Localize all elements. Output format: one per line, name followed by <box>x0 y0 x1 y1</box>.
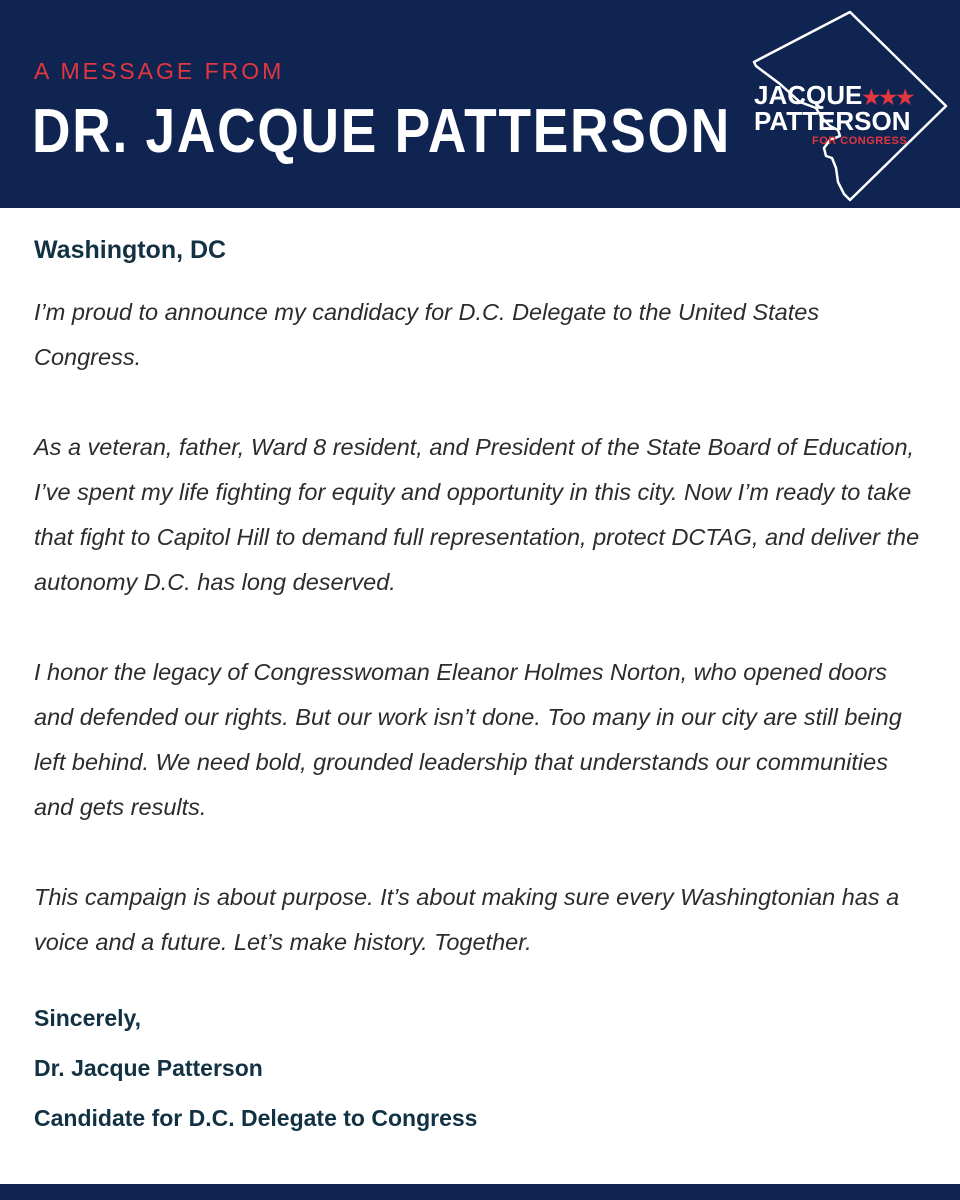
letter-paragraph: I honor the legacy of Congresswoman Eleanor Holmes Norton, who opened doors and defended our rights. But our work isn’t done. Too many in our city are still being left behind. We need bold, grounded leadership that understands our communities and gets results. <box>34 659 902 820</box>
logo-stars-icon: ★★★ <box>862 87 914 109</box>
letter-location: Washington, DC <box>34 236 227 264</box>
logo-name-last: PATTERSON <box>754 106 911 136</box>
header-banner <box>0 0 960 208</box>
footer-bar <box>0 1184 960 1200</box>
letter-paragraph: This campaign is about purpose. It’s about making sure every Washingtonian has a voice and a future. Let’s make history. Together. <box>34 884 900 955</box>
signature-name: Dr. Jacque Patterson <box>34 1055 263 1081</box>
letter-paragraph: I’m proud to announce my candidacy for D.C. Delegate to the United States Congress. <box>34 299 820 370</box>
letter-paragraph: As a veteran, father, Ward 8 resident, and President of the State Board of Education, I’ve spent my life fighting for equity and opportunity in this city. Now I’m ready to take that fight to Capitol Hill to demand full representation, protect DCTAG, and deliver the autonomy D.C. has long deserved. <box>34 434 920 595</box>
signature-title: Candidate for D.C. Delegate to Congress <box>34 1105 478 1131</box>
logo-first-name: JACQUE <box>754 80 863 110</box>
logo-tagline: FOR CONGRESS <box>812 135 908 147</box>
campaign-logo <box>740 8 950 204</box>
header-headline: DR. JACQUE PATTERSON <box>32 97 731 166</box>
header-kicker: A MESSAGE FROM <box>34 58 285 84</box>
letter-closing: Sincerely, <box>34 1005 141 1031</box>
letter-body <box>34 236 928 1143</box>
